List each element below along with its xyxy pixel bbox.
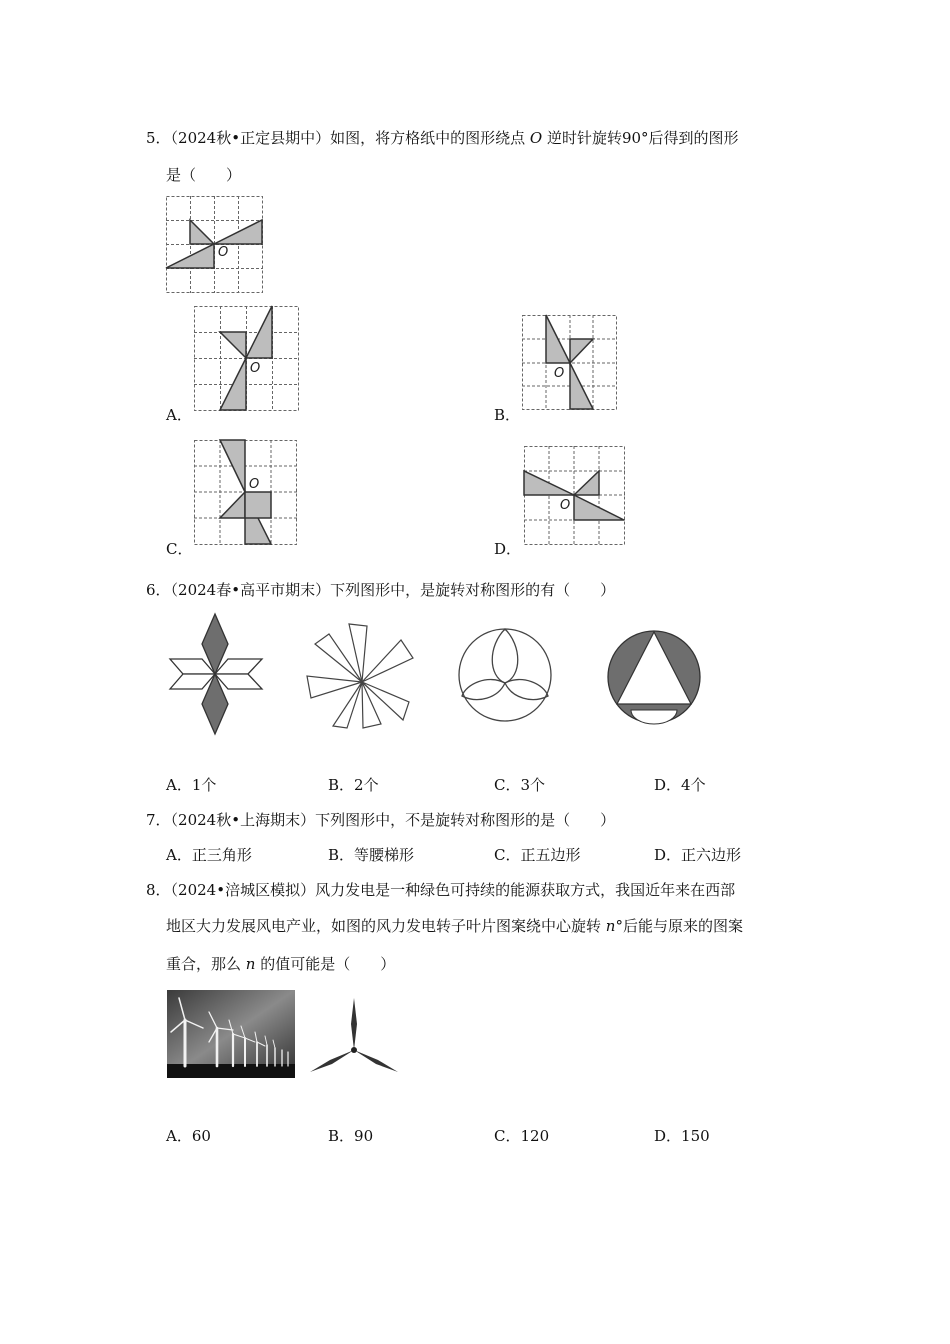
- q8-text-2b: °后能与原来的图案: [615, 917, 743, 935]
- q8-text: 风力发电是一种绿色可持续的能源获取方式，我国近年来在西部: [315, 881, 736, 899]
- q5-option-a-label[interactable]: A．: [166, 406, 192, 424]
- svg-text:O: O: [250, 361, 261, 376]
- q5-line1: [146, 128, 739, 148]
- svg-text:O: O: [560, 498, 571, 513]
- q5-option-c-label[interactable]: C．: [166, 540, 193, 558]
- q6-source: （2024春•高平市期末）: [170, 581, 331, 599]
- q6-figure-pinwheel: [305, 622, 417, 730]
- q5-option-a-figure[interactable]: [194, 306, 300, 412]
- q8-option-b[interactable]: B．90: [328, 1127, 374, 1145]
- q5-source: （2024秋•正定县期中）: [170, 129, 331, 147]
- q7-option-d[interactable]: D．正六边形: [654, 846, 742, 864]
- q8-text-3b: 的值可能是（ ）: [260, 955, 396, 973]
- q6-option-a[interactable]: A．1个: [166, 776, 217, 794]
- q7-source: （2024秋•上海期末）: [170, 811, 316, 829]
- q7-option-b[interactable]: B．等腰梯形: [328, 846, 415, 864]
- svg-text:O: O: [249, 477, 260, 492]
- q8-wind-farm-photo: [167, 990, 295, 1078]
- q8-var: n: [605, 917, 616, 935]
- q5-number: 5．: [146, 129, 171, 147]
- q5-text: 如图，将方格纸中的图形绕点: [330, 129, 526, 147]
- q8-option-d[interactable]: D．150: [654, 1127, 710, 1145]
- q5-line2: 是（ ）: [166, 166, 242, 184]
- q8-number: 8．: [146, 881, 171, 899]
- q5-option-c-figure[interactable]: [194, 440, 298, 546]
- q5-option-d-label[interactable]: D．: [494, 540, 522, 558]
- q6-option-c[interactable]: C．3个: [494, 776, 546, 794]
- q6-figure-rhombus-star: [166, 612, 264, 736]
- q6-option-d[interactable]: D．4个: [654, 776, 706, 794]
- q6-figure-circle-triangle: [607, 628, 703, 726]
- q8-option-c[interactable]: C．120: [494, 1127, 550, 1145]
- q8-line3: [166, 954, 395, 974]
- q6-number: 6．: [146, 581, 171, 599]
- q8-option-a[interactable]: A．60: [166, 1127, 211, 1145]
- q6-line1: [146, 580, 615, 600]
- q6-text: 下列图形中，是旋转对称图形的有（ ）: [330, 581, 616, 599]
- q5-point-o: O: [218, 245, 229, 260]
- q5-original-figure: [166, 196, 264, 294]
- svg-text:O: O: [554, 366, 565, 381]
- q8-text-2: 地区大力发展风电产业，如图的风力发电转子叶片图案绕中心旋转: [166, 917, 602, 935]
- q5-option-b-label[interactable]: B．: [494, 406, 521, 424]
- q5-option-b-figure[interactable]: [522, 315, 618, 411]
- q5-option-d-figure[interactable]: [524, 446, 626, 546]
- q7-line1: [146, 810, 615, 830]
- q8-line2: [166, 916, 743, 936]
- q7-number: 7．: [146, 811, 171, 829]
- q6-option-b[interactable]: B．2个: [328, 776, 379, 794]
- q5-text-b: 逆时针旋转90°后得到的图形: [546, 129, 739, 147]
- q7-text: 下列图形中，不是旋转对称图形的是（ ）: [315, 811, 616, 829]
- q8-line1: [146, 880, 735, 900]
- q5-var: O: [529, 129, 543, 147]
- q8-source: （2024•涪城区模拟）: [170, 881, 316, 899]
- q8-var-2: n: [245, 955, 256, 973]
- q8-text-3a: 重合，那么: [166, 955, 242, 973]
- q8-rotor-blades: [308, 996, 400, 1088]
- q7-option-a[interactable]: A．正三角形: [166, 846, 252, 864]
- q7-option-c[interactable]: C．正五边形: [494, 846, 581, 864]
- q6-figure-trefoil-circle: [458, 626, 554, 724]
